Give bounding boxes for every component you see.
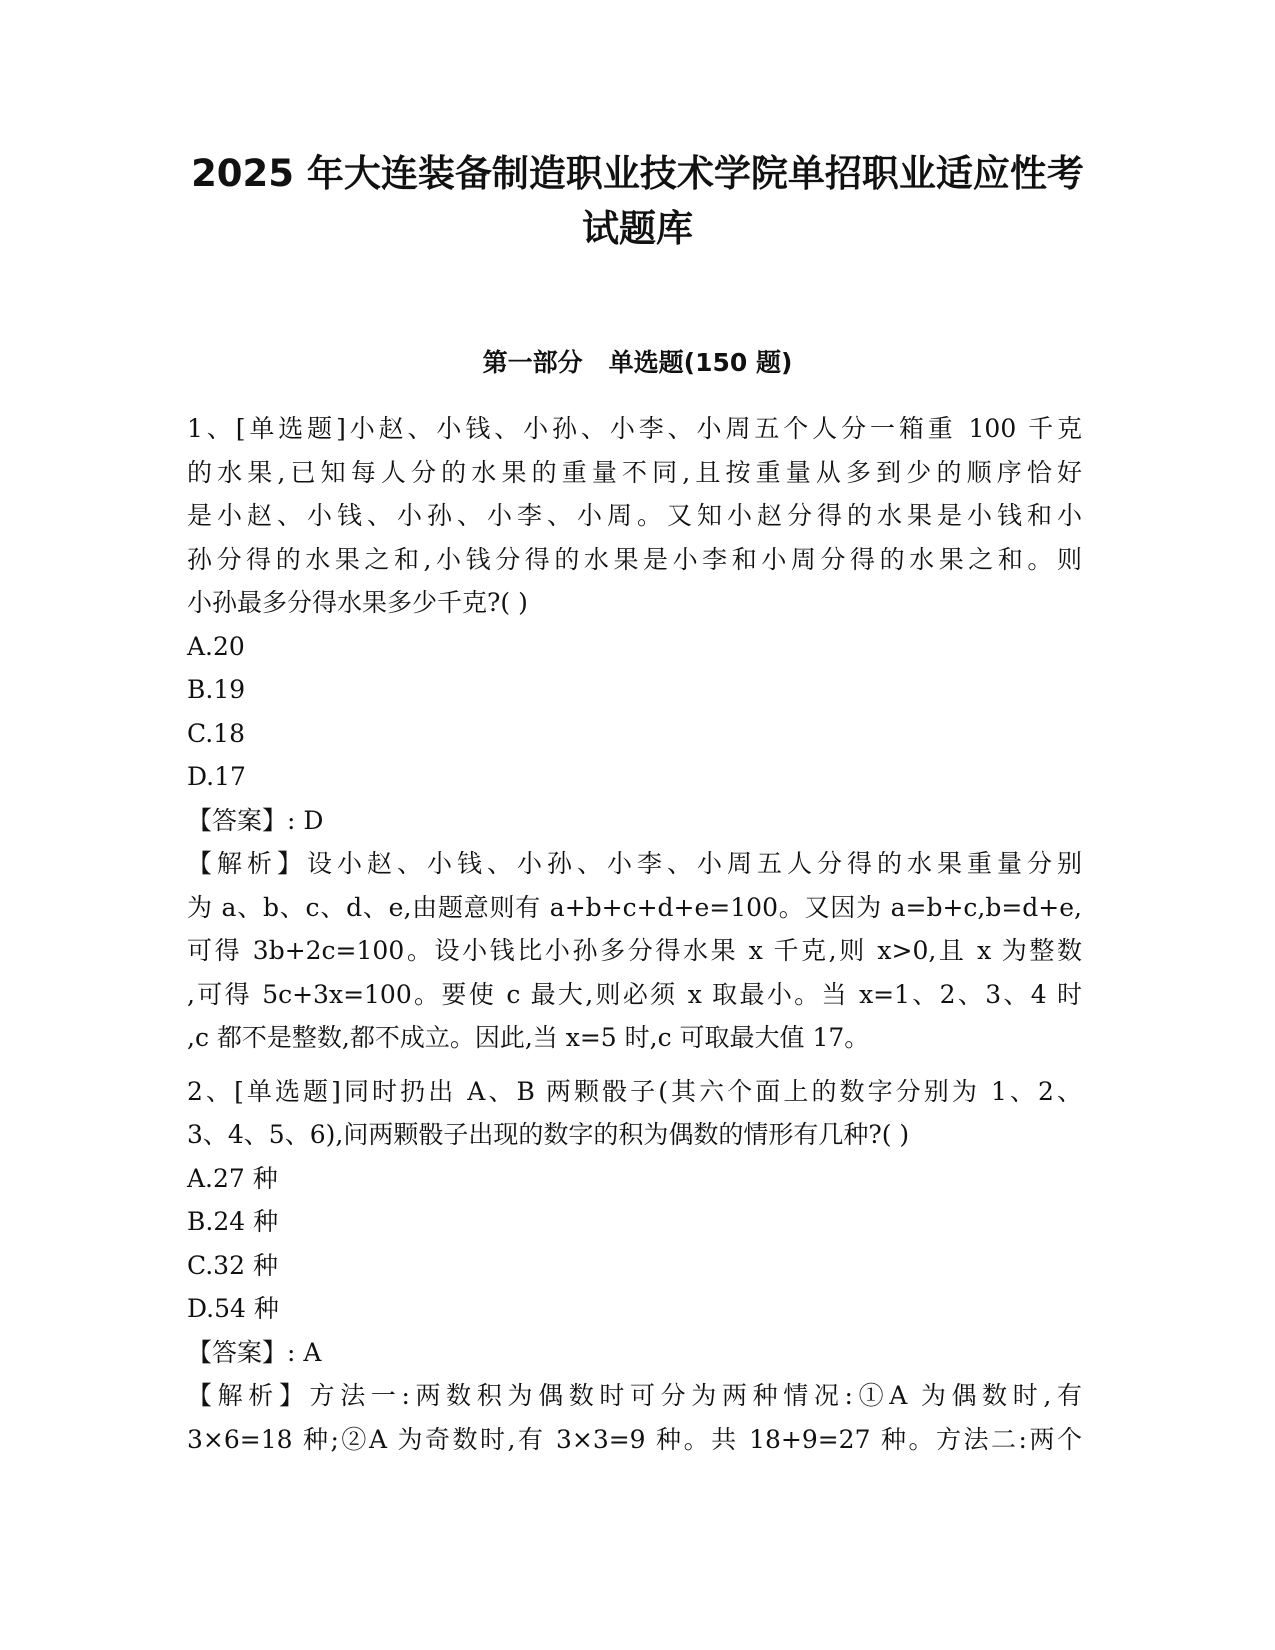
question-1 xyxy=(187,407,1082,1060)
option-d: D.17 xyxy=(187,762,246,791)
option-a: A.27 种 xyxy=(187,1163,278,1193)
option-a: A.20 xyxy=(187,631,245,661)
question-stem-line: 2、[单选题]同时扔出 A、B 两颗骰子(其六个面上的数字分别为 1、2、 xyxy=(187,1076,1082,1106)
analysis-line: 【解析】设小赵、小钱、小孙、小李、小周五人分得的水果重量分别 xyxy=(187,849,1082,878)
question-stem-line: 的水果,已知每人分的水果的重量不同,且按重量从多到少的顺序恰好 xyxy=(187,457,1082,487)
question-stem-line: 孙分得的水果之和,小钱分得的水果是小李和小周分得的水果之和。则 xyxy=(187,544,1082,574)
question-stem-line: 是小赵、小钱、小孙、小李、小周。又知小赵分得的水果是小钱和小 xyxy=(187,501,1082,530)
option-d: D.54 种 xyxy=(187,1294,279,1323)
question-stem xyxy=(187,1070,1082,1157)
answer-line: 【答案】: A xyxy=(187,1337,322,1367)
option-list xyxy=(187,1157,1082,1331)
option-list xyxy=(187,625,1082,799)
option-b: B.19 xyxy=(187,675,246,704)
question-2 xyxy=(187,1070,1082,1462)
analysis xyxy=(187,1374,1082,1461)
analysis xyxy=(187,842,1082,1060)
analysis-line: 可得 3b+2c=100。设小钱比小孙多分得水果 x 千克,则 x>0,且 x 为整数 xyxy=(187,936,1082,965)
document-title xyxy=(150,146,1125,256)
question-stem xyxy=(187,407,1082,625)
question-stem-line: 1、[单选题]小赵、小钱、小孙、小李、小周五个人分一箱重 100 千克 xyxy=(187,414,1082,443)
analysis-line: ,c 都不是整数,都不成立。因此,当 x=5 时,c 可取最大值 17。 xyxy=(187,1023,870,1052)
document-title-line-1: 2025 年大连装备制造职业技术学院单招职业适应性考 xyxy=(191,152,1084,195)
analysis-line: 【解析】方法一:两数积为偶数时可分为两种情况:①A 为偶数时,有 xyxy=(187,1381,1082,1410)
analysis-line: 3×6=18 种;②A 为奇数时,有 3×3=9 种。共 18+9=27 种。方法二:两个 xyxy=(187,1424,1082,1454)
document-title-line-2: 试题库 xyxy=(582,207,693,250)
option-c: C.32 种 xyxy=(187,1250,278,1280)
answer-line: 【答案】: D xyxy=(187,805,324,835)
question-stem-line: 小孙最多分得水果多少千克?( ) xyxy=(187,588,528,617)
question-stem-line: 3、4、5、6),问两颗骰子出现的数字的积为偶数的情形有几种?( ) xyxy=(187,1120,910,1149)
analysis-line: 为 a、b、c、d、e,由题意则有 a+b+c+d+e=100。又因为 a=b+c,b=d+e, xyxy=(187,892,1082,922)
option-b: B.24 种 xyxy=(187,1207,279,1236)
question-list xyxy=(187,407,1082,1461)
section-heading: 第一部分 单选题(150 题) xyxy=(482,348,793,377)
analysis-line: ,可得 5c+3x=100。要使 c 最大,则必须 x 取最小。当 x=1、2、3、4 时 xyxy=(187,979,1082,1009)
option-c: C.18 xyxy=(187,718,245,748)
